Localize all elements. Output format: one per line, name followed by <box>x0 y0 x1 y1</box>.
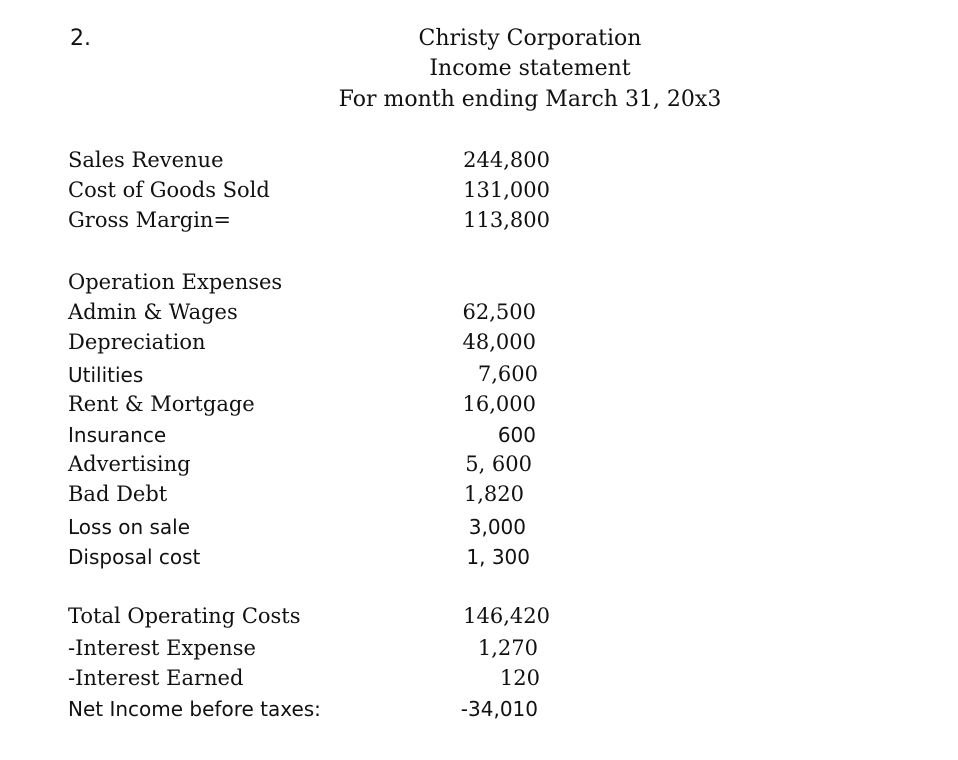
interest-expense-label: -Interest Expense <box>68 636 256 660</box>
expense-label: Admin & Wages <box>68 300 238 324</box>
net-income-label: Net Income before taxes: <box>68 697 321 721</box>
sales-revenue-label: Sales Revenue <box>68 148 224 172</box>
gross-margin-value: 113,800 <box>463 208 550 232</box>
interest-earned-value: 120 <box>499 666 540 690</box>
expense-value: 16,000 <box>462 392 536 416</box>
expense-value: 3,000 <box>468 515 526 539</box>
total-operating-value: 146,420 <box>463 604 550 628</box>
sales-revenue-value: 244,800 <box>463 148 550 172</box>
expense-label: Disposal cost <box>68 545 201 569</box>
expense-value: 1, 300 <box>466 545 530 569</box>
total-operating-label: Total Operating Costs <box>68 604 301 628</box>
expense-label: Depreciation <box>68 330 206 354</box>
company-name: Christy Corporation <box>418 26 642 51</box>
expense-label: Bad Debt <box>68 482 168 506</box>
expense-value: 48,000 <box>462 330 536 354</box>
expense-value: 62,500 <box>462 300 536 324</box>
expense-label: Rent & Mortgage <box>68 392 255 416</box>
net-income-value: -34,010 <box>460 697 538 721</box>
expense-value: 7,600 <box>477 362 538 386</box>
problem-number: 2. <box>70 26 91 51</box>
expense-label: Advertising <box>68 452 191 476</box>
cogs-value: 131,000 <box>463 178 550 202</box>
expense-value: 1,820 <box>463 482 524 506</box>
gross-margin-label: Gross Margin= <box>68 208 232 232</box>
statement-period: For month ending March 31, 20x3 <box>338 87 722 112</box>
interest-expense-value: 1,270 <box>477 636 538 660</box>
statement-title: Income statement <box>429 56 631 81</box>
expense-label: Utilities <box>68 363 144 387</box>
interest-earned-label: -Interest Earned <box>68 666 244 690</box>
expense-label: Insurance <box>68 423 167 447</box>
cogs-label: Cost of Goods Sold <box>68 178 270 202</box>
expense-label: Loss on sale <box>68 515 191 539</box>
expense-value: 5, 600 <box>465 452 532 476</box>
expense-value: 600 <box>497 423 536 447</box>
operating-expenses-heading: Operation Expenses <box>68 270 283 294</box>
